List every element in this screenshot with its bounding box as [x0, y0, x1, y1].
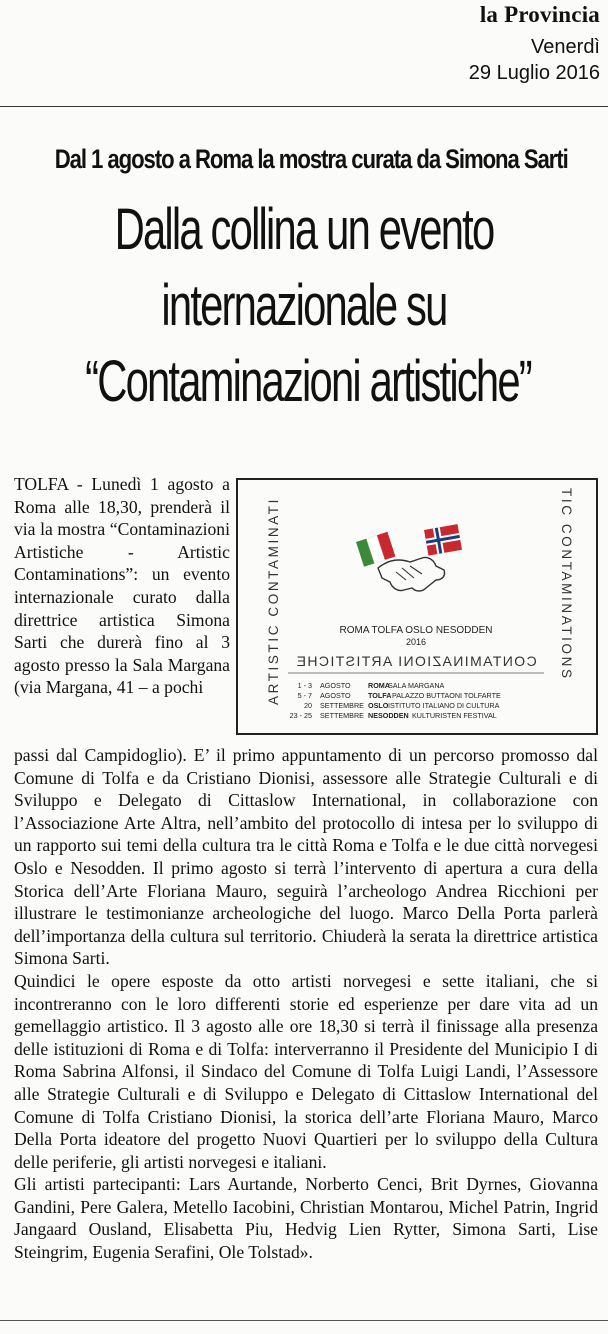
body-paragraph-1: passi dal Campidoglio). E’ il primo appuntamento di un percorso promosso dal Comune di Tolfa e da Cristiano Dionisi, assessore alle Strategie Culturali e di Sviluppo e Delegato di Cittaslow International, in collaborazione con l’Associazione Arte Altra, nell’ambito del protocollo di intesa per lo sviluppo di un rapporto sui temi della cultura tra le città Roma e Tolfa e le due città norvegesi Oslo e Nesodden. Il primo agosto si terrà l’intervento di apertura a cura della Storica dell’Arte Floriana Mauro, seguirà l’archeologo Andrea Ricchioni per illustrare le testimonianze archeologiche del luogo. Marco Della Porta parlerà dell’importanza della cultura sul territorio. Chiuderà la serata la direttrice artistica Simona Sarti.	[14, 745, 598, 969]
schedule-month: SETTEMBRE	[320, 701, 364, 710]
schedule-month: SETTEMBRE	[320, 711, 364, 720]
poster-schedule	[290, 681, 501, 720]
schedule-month: AGOSTO	[320, 681, 351, 690]
publication-date: 29 Luglio 2016	[468, 62, 600, 84]
poster-year: 2016	[405, 637, 427, 647]
schedule-city: OSLO	[368, 701, 389, 710]
headline-line-2: internazionale su	[161, 273, 447, 338]
intro-column	[14, 473, 230, 699]
article-headline	[0, 192, 608, 420]
headline-line-3: “Contaminazioni artistiche”	[85, 349, 531, 414]
schedule-venue: PALAZZO BUTTAONI TOLFARTE	[392, 691, 501, 700]
exhibition-poster	[236, 478, 598, 735]
handshake-flags-icon	[356, 524, 462, 591]
poster-cities-line: ROMA TOLFA OSLO NESODDEN	[339, 625, 493, 636]
page-bottom-rule	[0, 1320, 608, 1321]
publication-day: Venerdì	[531, 36, 600, 58]
poster-side-text-right: TIC CONTAMINATIONS	[559, 488, 574, 681]
poster-side-text-left: ARTISTIC CONTAMINATI	[266, 496, 281, 705]
article-kicker: Dal 1 agosto a Roma la mostra curata da Simona Sarti	[54, 144, 568, 174]
intro-paragraph: TOLFA - Lunedì 1 agosto a Roma alle 18,30, prenderà il via la mostra “Contaminazioni Artistiche - Artistic Contaminations”: un evento internazionale curato dalla direttrice artistica Simona Sarti che durerà fino al 3 agosto presso la Sala Margana (via Margana, 41 – a pochi	[14, 474, 230, 698]
schedule-city: NESODDEN	[368, 711, 409, 720]
article-body	[14, 744, 598, 1264]
schedule-month: AGOSTO	[320, 691, 351, 700]
schedule-venue: ISTITUTO ITALIANO DI CULTURA	[388, 701, 500, 710]
poster-mirrored-title: CONTAMINAZIONI ARTISTICHE	[295, 653, 537, 669]
headline-line-1: Dalla collina un evento	[114, 197, 494, 262]
newspaper-name: la Provincia	[479, 2, 600, 27]
schedule-dates: 23 - 25	[289, 711, 312, 720]
schedule-city: ROMA	[368, 681, 390, 690]
masthead	[0, 0, 608, 107]
schedule-city: TOLFA	[368, 691, 392, 700]
body-paragraph-2: Quindici le opere esposte da otto artisti norvegesi e sette italiani, che si incontreranno con le loro differenti storie ed esperienze per dare vita ad un gemellaggio artistico. Il 3 agosto alle ore 18,30 si terrà il finissage alla presenza delle istituzioni di Roma e di Tolfa: interverranno il Presidente del Municipio I di Roma Sabrina Alfonsi, il Sindaco del Comune di Tolfa Luigi Landi, l’Assessore alle Strategie Culturali e di Sviluppo e Delegato di Cittaslow International del Comune di Tolfa Cristiano Dionisi, la storica dell’arte Floriana Mauro, Marco Della Porta ideatore del progetto Nuovi Quartieri per lo sviluppo della Cultura delle periferie, gli artisti norvegesi e italiani.	[14, 970, 598, 1172]
schedule-dates: 20	[304, 701, 312, 710]
schedule-venue: KULTURISTEN FESTIVAL	[412, 711, 497, 720]
body-paragraph-3: Gli artisti partecipanti: Lars Aurtande, Norberto Cenci, Brit Dyrnes, Giovanna Gandini, Pere Galera, Metello Iacobini, Christian Montarou, Michel Patrin, Ingrid Jangaard Ousland, Elisabetta Piu, Hedvig Lien Rytter, Simona Sarti, Lise Steingrim, Eugenia Serafini, Ole Tolstad».	[14, 1174, 598, 1263]
schedule-venue: SALA MARGANA	[388, 681, 445, 690]
schedule-dates: 5 - 7	[297, 691, 312, 700]
schedule-dates: 1 - 3	[297, 681, 312, 690]
poster-graphic	[238, 480, 596, 733]
